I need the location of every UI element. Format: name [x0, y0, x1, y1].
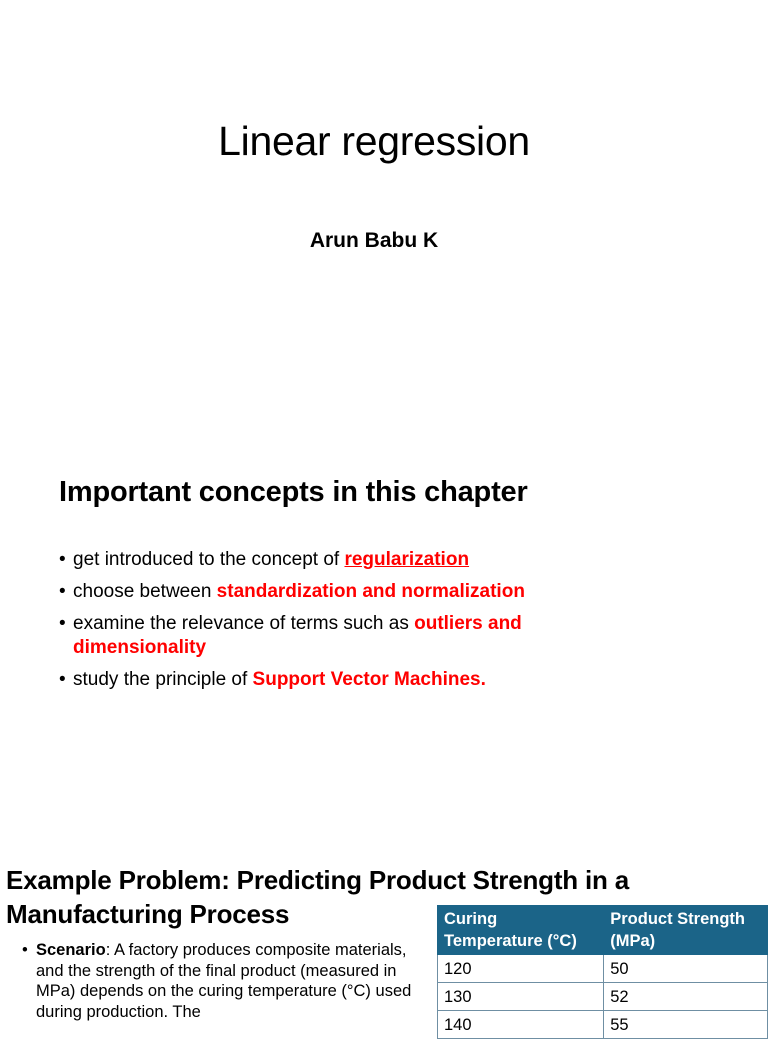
table-cell: 50: [604, 955, 768, 983]
table-cell: 52: [604, 983, 768, 1011]
table-cell: 55: [604, 1011, 768, 1039]
column-header-strength: Product Strength (MPa): [604, 906, 768, 955]
presentation-title: Linear regression: [218, 118, 530, 164]
table-row: [438, 983, 768, 1011]
scenario-label: Scenario: [36, 941, 106, 959]
author-name: Arun Babu K: [309, 229, 439, 252]
table-cell: 120: [438, 955, 604, 983]
highlight-regularization: regularization: [344, 549, 470, 570]
title-slide: [0, 0, 768, 400]
list-item: [59, 612, 619, 660]
table-row: [438, 1011, 768, 1039]
concepts-list: [59, 548, 619, 700]
table-row: [438, 955, 768, 983]
column-header-temperature: Curing Temperature (°C): [438, 906, 604, 955]
table-header-row: [438, 906, 768, 955]
scenario-paragraph: [22, 940, 422, 1022]
highlight-outliers: outliers and dimensionality: [73, 613, 522, 658]
table-cell: 130: [438, 983, 604, 1011]
highlight-standardization: standardization and normalization: [216, 581, 525, 602]
scenario-text: : A factory produces composite materials, and the strength of the final product (measured in MPa) depends on the curing temperature (°C) used during production. The: [36, 941, 412, 1021]
example-title: Example Problem: Predicting Product Strength in a Manufacturing Process: [6, 865, 629, 929]
example-slide: [0, 800, 768, 1034]
list-item: [59, 668, 619, 692]
concepts-title: Important concepts in this chapter: [59, 476, 528, 508]
bullet-dot: •: [22, 941, 28, 959]
highlight-svm: Support Vector Machines.: [252, 669, 486, 690]
bullet-text: study the principle of: [73, 669, 253, 690]
data-table: [437, 905, 768, 1039]
concepts-slide: [0, 400, 768, 800]
scenario-text-block: [22, 940, 422, 1022]
list-item: [59, 580, 619, 604]
table-cell: 140: [438, 1011, 604, 1039]
bullet-text: get introduced to the concept of: [73, 549, 345, 570]
bullet-text: choose between: [73, 581, 217, 602]
list-item: [59, 548, 619, 572]
bullet-text: examine the relevance of terms such as: [73, 613, 415, 634]
